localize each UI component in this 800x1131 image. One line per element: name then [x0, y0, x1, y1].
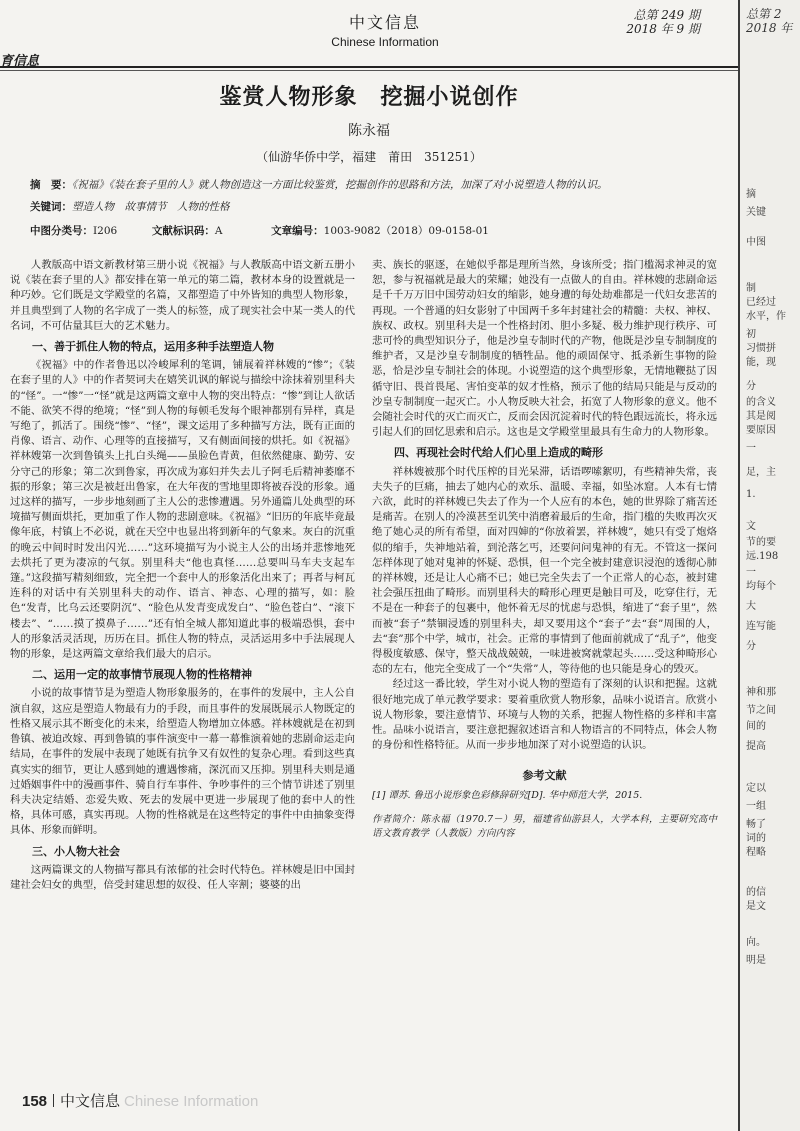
body-column-right	[372, 258, 717, 841]
next-page-fragment: 制	[746, 283, 756, 294]
next-page-fragment: 关键	[746, 207, 766, 218]
reference-item: [1] 谭苏. 鲁迅小说形象色彩修辞研究[D]. 华中师范大学，2015.	[372, 789, 643, 801]
issue-year: 2018 年 9 期	[626, 22, 700, 36]
keywords-label: 关键词：	[30, 201, 72, 213]
next-page-edge	[738, 0, 800, 1131]
next-page-fragment: 足，主	[746, 467, 776, 478]
next-page-fragment: 是文	[746, 901, 766, 912]
conclusion-paragraph: 经过这一番比较，学生对小说人物的塑造有了深刻的认识和把握。这就很好地完成了单元教学要求：要着重欣赏人物形象，品味小说语言。欣赏小说人物形象，要注意情节、环境与人物的关系，把握人物性格的多样和丰富性。品味小说语言，要注意把握叙述语言和人物语言的不同特点，体会人物的身份和性格特征。从而一步步地加深了对小说塑造的认识。	[372, 678, 717, 752]
next-page-fragment: 中图	[746, 237, 766, 248]
next-page-fragment: 节之间	[746, 705, 776, 716]
next-page-fragment: 向。	[746, 937, 766, 948]
section-3-paragraph-start: 这两篇课文的人物描写都具有浓郁的社会时代特色。祥林嫂是旧中国封建社会妇女的典型，倍受封建思想的奴役、任人宰割；婆婆的出	[10, 863, 355, 891]
next-page-fragment: 已经过	[746, 297, 776, 308]
issue-total: 总第 249 期	[633, 8, 700, 22]
next-page-fragment: 1.	[746, 489, 756, 500]
next-page-fragment: 要原因	[746, 425, 776, 436]
next-page-fragment: 水平，作	[746, 311, 786, 322]
next-page-fragment: 的信	[746, 887, 766, 898]
section-4-paragraph: 祥林嫂被那个时代压榨的目光呆滞，话语啰嗦絮叨，有些精神失常，丧夫失子的巨痛，抽去了她内心的欢乐、温暖、幸福，如坠冰窟。人本有七情六欲，此时的祥林嫂已失去了作为一个人应有的本色，她的世界除了痛苦还是痛苦。在别人的冷漠甚至讥笑中消磨着最后的生命，指门槛的失败再次灭绝了她心灵的所有希望，面对四婶的“你放着罢，祥林嫂”，她只有受了炮烙似的缩手，失神地站着，到沦落乞丐，还要问问鬼神的有无。不管这一探问怎样体现了她对鬼神的怀疑、恐惧，但一个完全被封建意识浸泡的透彻心肺的祥林嫂，还是让人心痛不已；她已完全失去了一个正常人的心态，被封建社会强压扭曲了畸形。而别里科夫的畸形心理更是触目可及，吃穿住行，无不是在一种套子的包裹中，他怀着无尽的忧虑与恐惧，缩进了“套子里”，然而被“套子”禁锢浸透的别里科夫，却又要用这个“套子”去“套”周围的人，去“套”那个中学，城市，社会。正常的事情到了他面前就成了“乱子”，他变得极度敏感、保守，整天战战兢兢，一味进被窝就蒙起头……受这种畸形心态的左右，他完全变成了一个“失常”人，等待他的也只能是身心的毁灭。	[372, 465, 717, 676]
references-heading: 参考文献	[522, 768, 567, 782]
next-page-fragment: 能，现	[746, 357, 776, 368]
header-left-fragment: 育信息	[0, 54, 40, 69]
article-author: 陈永福	[348, 123, 390, 139]
clc-value: I206	[93, 225, 118, 237]
doc-code-value: A	[214, 225, 223, 237]
keywords	[30, 200, 710, 215]
section-heading-4: 四、再现社会时代给人们心里上造成的畸形	[394, 446, 603, 460]
footer-divider	[53, 1094, 54, 1107]
journal-masthead	[295, 10, 475, 49]
section-3-paragraph-cont: 卖、族长的驱逐，在她似乎都是理所当然，身该所受；指门槛渴求神灵的宽恕，参与祝福就是最大的荣耀；她没有一点做人的自由。祥林嫂的悲剧命运是千千万万旧中国劳动妇女的缩影，她身遭的每处劫难都是一代妇女悲苦的再现。一个普通的妇女影射了中国两千多年封建社会的精髓：夫权、神权、族权、政权。别里科夫是一个性格封闭、胆小多疑、极力维护现行秩序、可悲可怜的典型知识分子，他是沙皇专制时代的产物，他既是沙皇专制制度的维护者，又是沙皇专制制度的牺牲品。他的顽固保守、抵杀新生事物的险恶，恰是沙皇专制社会的体现。小说塑造的这个典型形象，无情地鞭挞了因循守旧、畏首畏尾、害怕变革的奴才性格，预示了他的结局只能是与反动的沙皇专制制度一起灭亡。小人物反映大社会，拓宽了人物形象的意义。他不会随社会时代的灭亡而灭亡，反而会因沉淀着时代的特色跟远流长，将永远引起人们的回忆思索和启示。这也是文学殿堂里最具有生命力的人物形象。	[372, 259, 717, 439]
next-page-fragment: 神和那	[746, 687, 776, 698]
next-page-fragment: 远.198	[746, 551, 779, 562]
next-page-fragment: 定以	[746, 783, 766, 794]
page-footer	[22, 1090, 258, 1111]
next-page-fragment: 明是	[746, 955, 766, 966]
next-page-fragment: 分	[746, 381, 756, 392]
next-page-fragment: 初	[746, 329, 756, 340]
next-page-fragment: 其是阅	[746, 411, 776, 422]
next-page-year: 2018 年	[746, 21, 793, 35]
next-page-fragment: 大	[746, 601, 756, 612]
abstract-text: 《祝福》《装在套子里的人》就人物创造这一方面比较鉴赏，挖掘创作的思路和方法，加深了对小说塑造人物的认识。	[72, 179, 608, 191]
next-page-fragment: 均每个	[746, 581, 776, 592]
header-rule	[0, 66, 738, 68]
next-page-fragment: 的含义	[746, 397, 776, 408]
doc-code-label: 文献标识码：	[151, 225, 215, 237]
header-rule-thin	[0, 70, 738, 71]
next-page-fragment: 程略	[746, 847, 766, 858]
next-page-fragment: 摘	[746, 189, 756, 200]
page-number: 158	[22, 1093, 48, 1110]
article-no-value: 1003-9082（2018）09-0158-01	[323, 225, 489, 237]
next-page-fragment: 习惯拼	[746, 343, 776, 354]
next-page-fragment: 一	[746, 567, 756, 578]
classification-row	[30, 224, 710, 239]
intro-paragraph: 人教版高中语文新教材第三册小说《祝福》与人教版高中语文新五册小说《装在套子里的人》都安排在第一单元的第二篇，教材本身的设置就是一种巧妙。它们既是文学殿堂的名篇，又都塑造了中外皆知的典型人物形象，并且典型到了人物的名字成了一类人的标签，成了现实社会中某一类人的代名词，不可估量其巨大的艺术魅力。	[10, 259, 355, 332]
next-page-fragment: 节的要	[746, 537, 776, 548]
section-heading-2: 二、运用一定的故事情节展现人物的性格精神	[32, 668, 252, 682]
section-heading-3: 三、小人物大社会	[32, 844, 120, 858]
footer-journal-en: Chinese Information	[124, 1093, 259, 1110]
section-2-paragraph: 小说的故事情节是为塑造人物形象服务的，在事件的发展中，主人公自演自叙，这应是塑造人物最有力的手段，而且事件的发展既展示人物既定的性格又展示其不断变化的未来，给塑造人物增加立体感。祥林嫂就是在初到鲁镇、被迫改嫁、再到鲁镇的事件演变中一幕一幕惟演着她的悲剧命运走向结局，在事件的发展中表现了她既有抗争又有奴性的复杂心理。看到这些真真实实的细节，更让人感到她的遭遇惨痛，深沉而又压抑。别里科夫则是通过婚姻事件中的漫画事件、骑自行车事件、争吵事件的三个情节讲述了别里科夫决定结婚、恋爱失败、死去的发展中更进一步展现了他的套中人的性格，具体可感，真实再现。人物的性格就是在这些特定的事件中由抽象变得具体、形象而鲜明。	[10, 687, 355, 837]
keywords-text: 塑造人物 故事情节 人物的性格	[72, 201, 230, 213]
author-affiliation: （仙游华侨中学，福建 莆田 351251）	[256, 150, 482, 164]
next-page-fragment: 间的	[746, 721, 766, 732]
section-1-paragraph: 《祝福》中的作者鲁迅以冷峻犀利的笔调，铺展着祥林嫂的“惨”；《装在套子里的人》中的作者契诃夫在嬉笑讥讽的解说与描绘中涂抹着别里科夫的“怪”。一“惨”一“怪”就是这两篇文章中人物的突出特点：“惨”到让人欲话不能、欲笑不得的绝境；“怪”到人物的每顿毛发每个眼神都别有异样，真是写绝了，抓活了。围绕“惨”、“怪”，课文运用了多种描写方法，既有正面的肖像、语言、动作、心理等的直接描写，又有侧面间接的烘托。如《祝福》祥林嫂第一次到鲁镇头上扎白头绳——虽脸色青黄，但依然健康、勤劳、安分守己的形象；第二次到鲁家，再次成为寡妇并失去儿子阿毛后精神萎靡不振的形象；第三次是被赶出鲁家，在大年夜的雪地里即将被吞没的形象。通过这样的描写，一步步地刻画了主人公的悲惨遭遇。另外通篇儿处典型的环境描写侧面烘托，更加重了作人物的悲剧意味。《祝福》“旧历的年底毕竟最像年底，村镇上不必说，就在天空中也显出将到新年的气象来。灰白的沉重的晚云中间时时发出闪光……”这环境描写为小说主人公的出场并悲惨地死去烘托了更为凄凉的气氛。别里科夫“他也真怪……总要叫马车夫支起车篷。”这段描写精刻细致，完全把一个套中人的形象活化出来了；再者与柯瓦连科的对话中有关别里科夫的动作、语言、神态、心理的描写，如：脸色“发青，比乌云还要阴沉”、“脸色从发青变成发白”、“脸色苍白”、“滚下楼去”、“……摸了摸鼻子……”还有怕全城人都知道此事的极端恐惧，套中人的形象活灵活现，历历在目。抓住人物的特点，灵活运用多中手法展现人物的形象，是这两篇文章给我们最大的启示。	[10, 359, 355, 661]
next-page-fragment: 文	[746, 521, 756, 532]
next-page-fragment: 分	[746, 641, 756, 652]
journal-name-cn: 中文信息	[348, 13, 421, 32]
article-title: 鉴赏人物形象 挖掘小说创作	[219, 85, 519, 110]
body-column-left	[10, 258, 355, 893]
next-page-fragment: 提高	[746, 741, 766, 752]
next-page-fragment: 一组	[746, 801, 766, 812]
footer-journal-cn: 中文信息	[60, 1093, 121, 1110]
next-page-fragment: 连写能	[746, 621, 776, 632]
author-bio: 作者简介：陈永福（1970.7－）男，福建省仙游县人，大学本科，主要研究高中语文教育教学（人教版）方向内容	[372, 813, 717, 839]
article-no-label: 文章编号：	[271, 225, 324, 237]
next-page-fragment: 一	[746, 443, 756, 454]
clc-label: 中图分类号：	[30, 225, 93, 237]
next-page-header: 总第 2	[746, 7, 782, 21]
section-heading-1: 一、善于抓住人物的特点，运用多种手法塑造人物	[32, 340, 274, 354]
next-page-fragment: 畅了	[746, 819, 766, 830]
next-page-fragment: 词的	[746, 833, 766, 844]
journal-name-en: Chinese Information	[331, 35, 439, 49]
issue-info	[626, 8, 700, 36]
abstract-label: 摘 要：	[30, 179, 72, 191]
abstract	[30, 178, 710, 193]
